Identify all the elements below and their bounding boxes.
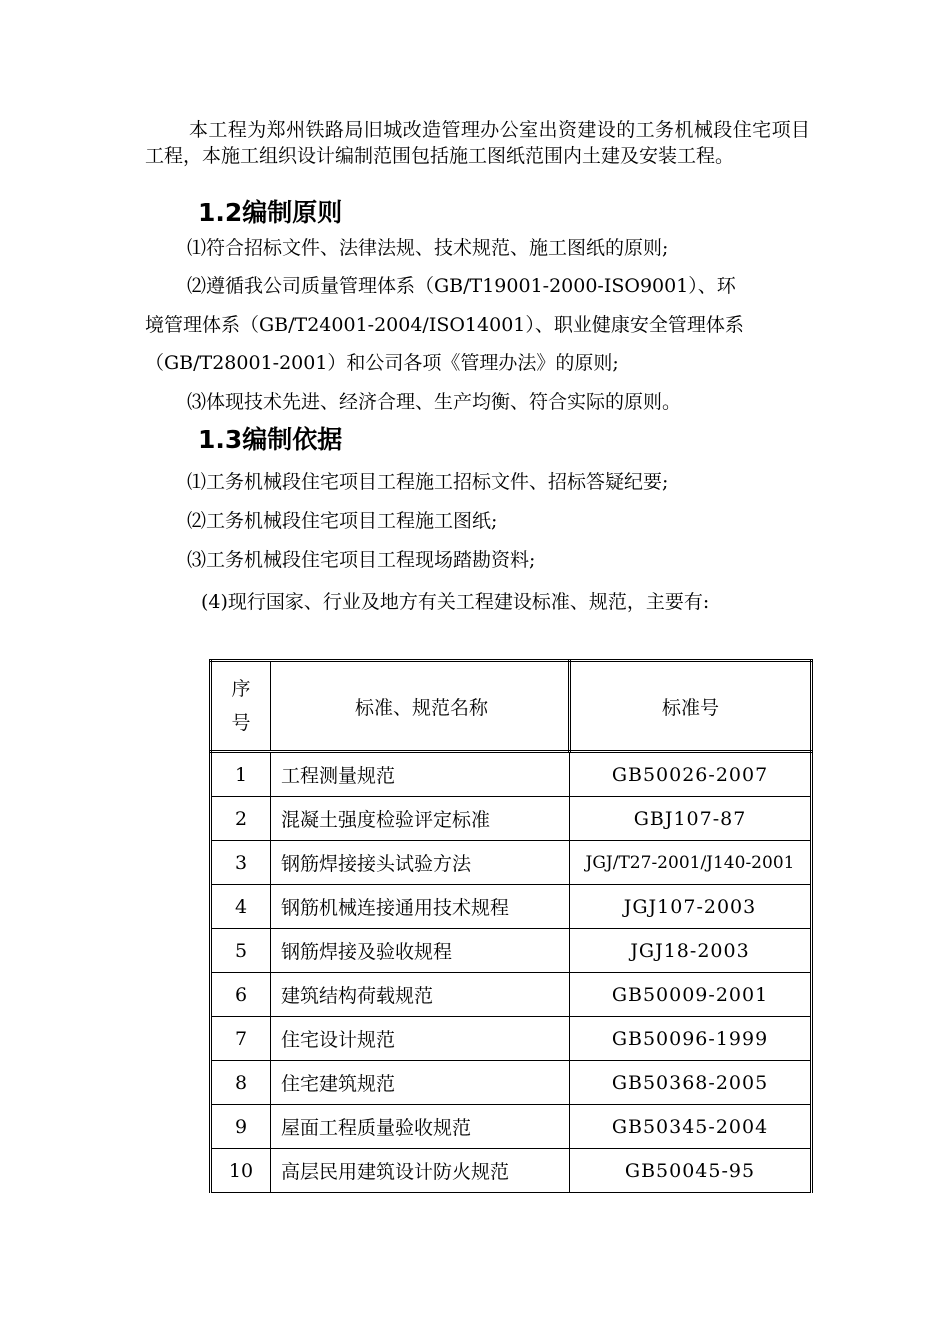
table-row [211, 1061, 812, 1105]
principle-item-2-continued-2: （GB/T28001-2001）和公司各项《管理办法》的原则; [145, 352, 619, 374]
table-header-row [211, 661, 812, 752]
table-row [211, 1105, 812, 1149]
row-name: 住宅建筑规范 [271, 1061, 570, 1105]
header-seq [211, 661, 271, 752]
table-row [211, 752, 812, 797]
principle-item-2: ⑵遵循我公司质量管理体系（GB/T19001-2000-ISO9001）、环 [187, 275, 736, 297]
section-heading-principles: 1.2编制原则 [198, 198, 343, 227]
basis-item-4: (4)现行国家、行业及地方有关工程建设标准、规范，主要有: [201, 591, 710, 613]
row-seq: 10 [211, 1149, 271, 1193]
row-code: JGJ107-2003 [570, 885, 812, 929]
row-code: JGJ18-2003 [570, 929, 812, 973]
row-code: GB50045-95 [570, 1149, 812, 1193]
row-seq: 1 [211, 752, 271, 797]
row-name: 屋面工程质量验收规范 [271, 1105, 570, 1149]
table-row [211, 973, 812, 1017]
row-code: GBJ107-87 [570, 797, 812, 841]
header-name: 标准、规范名称 [271, 661, 570, 752]
table-row [211, 841, 812, 885]
row-seq: 5 [211, 929, 271, 973]
row-code: GB50345-2004 [570, 1105, 812, 1149]
row-code: GB50368-2005 [570, 1061, 812, 1105]
principle-item-2-continued: 境管理体系（GB/T24001-2004/ISO14001）、职业健康安全管理体系 [145, 314, 744, 336]
header-code: 标准号 [570, 661, 812, 752]
table-row [211, 1017, 812, 1061]
row-name: 建筑结构荷载规范 [271, 973, 570, 1017]
table-row [211, 797, 812, 841]
row-seq: 6 [211, 973, 271, 1017]
row-seq: 4 [211, 885, 271, 929]
basis-item-3: ⑶工务机械段住宅项目工程现场踏勘资料; [187, 549, 536, 571]
table-row [211, 1149, 812, 1193]
row-name: 混凝土强度检验评定标准 [271, 797, 570, 841]
principle-item-3: ⑶体现技术先进、经济合理、生产均衡、符合实际的原则。 [187, 391, 682, 413]
section-heading-basis: 1.3编制依据 [198, 425, 343, 454]
intro-paragraph: 本工程为郑州铁路局旧城改造管理办公室出资建设的工务机械段住宅项目工程，本施工组织设计编制范围包括施工图纸范围内土建及安装工程。 [145, 119, 810, 167]
basis-item-1: ⑴工务机械段住宅项目工程施工招标文件、招标答疑纪要; [187, 471, 669, 493]
basis-item-2: ⑵工务机械段住宅项目工程施工图纸; [187, 510, 498, 532]
row-name: 钢筋焊接及验收规程 [271, 929, 570, 973]
row-code: GB50009-2001 [570, 973, 812, 1017]
row-seq: 8 [211, 1061, 271, 1105]
table-row [211, 885, 812, 929]
header-seq-line2: 号 [231, 712, 251, 734]
row-name: 住宅设计规范 [271, 1017, 570, 1061]
row-name: 钢筋机械连接通用技术规程 [271, 885, 570, 929]
row-seq: 3 [211, 841, 271, 885]
row-seq: 9 [211, 1105, 271, 1149]
row-code: JGJ/T27-2001/J140-2001 [570, 841, 812, 885]
row-seq: 7 [211, 1017, 271, 1061]
table-row [211, 929, 812, 973]
row-seq: 2 [211, 797, 271, 841]
row-code: GB50096-1999 [570, 1017, 812, 1061]
row-name: 高层民用建筑设计防火规范 [271, 1149, 570, 1193]
principle-item-1: ⑴符合招标文件、法律法规、技术规范、施工图纸的原则; [187, 237, 669, 259]
standards-table [209, 659, 813, 1193]
row-name: 工程测量规范 [271, 752, 570, 797]
row-name: 钢筋焊接接头试验方法 [271, 841, 570, 885]
header-seq-line1: 序 [231, 678, 251, 700]
row-code: GB50026-2007 [570, 752, 812, 797]
